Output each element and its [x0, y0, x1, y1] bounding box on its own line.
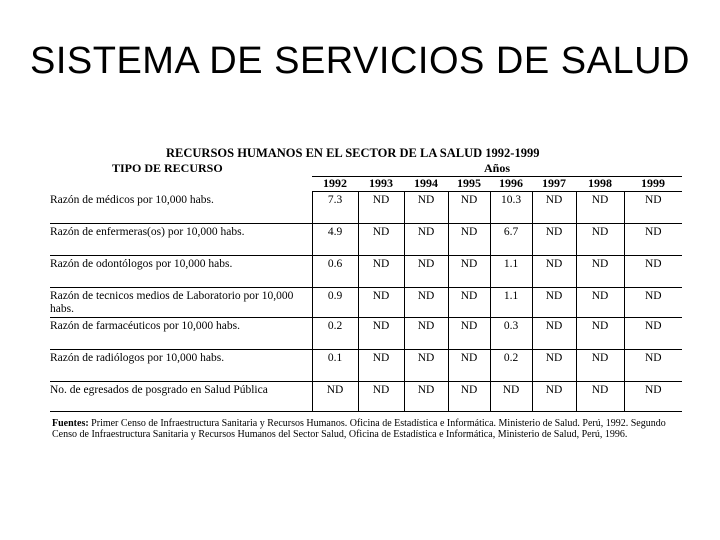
cell-value: ND — [532, 318, 576, 350]
table-row — [50, 382, 682, 412]
cell-value: ND — [576, 224, 624, 256]
footnote-prefix: Fuentes: — [52, 418, 89, 429]
cell-value: ND — [576, 288, 624, 318]
cell-value: ND — [448, 256, 490, 288]
cell-value: ND — [404, 350, 448, 382]
cell-value: ND — [532, 350, 576, 382]
table-row — [50, 350, 682, 382]
year-header: 1992 — [312, 177, 358, 192]
cell-value: 1.1 — [490, 288, 532, 318]
cell-value: ND — [624, 192, 682, 224]
cell-value: ND — [358, 350, 404, 382]
cell-value: ND — [448, 382, 490, 412]
cell-value: ND — [624, 256, 682, 288]
cell-value: 0.2 — [312, 318, 358, 350]
cell-value: ND — [624, 318, 682, 350]
cell-value: 0.3 — [490, 318, 532, 350]
cell-value: ND — [532, 288, 576, 318]
cell-value: 0.1 — [312, 350, 358, 382]
table-row — [50, 192, 682, 224]
type-header: TIPO DE RECURSO — [112, 161, 223, 175]
cell-value: ND — [532, 192, 576, 224]
cell-value: ND — [358, 256, 404, 288]
cell-value: ND — [404, 256, 448, 288]
row-label: Razón de radiólogos por 10,000 habs. — [50, 350, 312, 382]
cell-value: ND — [532, 224, 576, 256]
cell-value: 0.2 — [490, 350, 532, 382]
years-header: Años — [483, 161, 510, 176]
row-label: Razón de odontólogos por 10,000 habs. — [50, 256, 312, 288]
year-header: 1997 — [532, 177, 576, 192]
years-row — [50, 177, 682, 192]
year-header: 1993 — [358, 177, 404, 192]
row-label: Razón de tecnicos medios de Laboratorio por 10,000 habs. — [50, 288, 312, 318]
cell-value: ND — [404, 192, 448, 224]
cell-value: ND — [576, 318, 624, 350]
cell-value: ND — [448, 350, 490, 382]
year-header: 1995 — [448, 177, 490, 192]
cell-value: ND — [404, 382, 448, 412]
cell-value: ND — [358, 192, 404, 224]
cell-value: 10.3 — [490, 192, 532, 224]
table-row — [50, 256, 682, 288]
cell-value: 0.6 — [312, 256, 358, 288]
cell-value: 4.9 — [312, 224, 358, 256]
cell-value: ND — [532, 382, 576, 412]
cell-value: ND — [358, 318, 404, 350]
row-label: Razón de médicos por 10,000 habs. — [50, 192, 312, 224]
row-label: No. de egresados de posgrado en Salud Pública — [50, 382, 312, 412]
cell-value: ND — [624, 382, 682, 412]
cell-value: ND — [358, 382, 404, 412]
cell-value: 6.7 — [490, 224, 532, 256]
cell-value: ND — [576, 256, 624, 288]
footnote-text: Primer Censo de Infraestructura Sanitaria y Recursos Humanos. Oficina de Estadística e Informática. Ministerio de Salud. Perú, 1992. Segundo Censo de Infraestructura Sanitaria y Recursos Humanos del Sector Salud, Oficina de Estadística e Informática, Ministerio de Salud, Perú, 1996. — [52, 418, 666, 441]
table-title: RECURSOS HUMANOS EN EL SECTOR DE LA SALUD 1992-1999 — [166, 146, 540, 160]
cell-value: ND — [312, 382, 358, 412]
cell-value: ND — [576, 192, 624, 224]
footnote — [52, 418, 684, 440]
table-row — [50, 318, 682, 350]
cell-value: ND — [576, 382, 624, 412]
cell-value: ND — [624, 288, 682, 318]
cell-value: ND — [448, 192, 490, 224]
cell-value: ND — [448, 288, 490, 318]
row-label: Razón de farmacéuticos por 10,000 habs. — [50, 318, 312, 350]
slide-title: SISTEMA DE SERVICIOS DE SALUD — [30, 40, 690, 82]
cell-value: ND — [448, 318, 490, 350]
year-header: 1996 — [490, 177, 532, 192]
table-row — [50, 224, 682, 256]
year-header: 1998 — [576, 177, 624, 192]
cell-value: ND — [448, 224, 490, 256]
year-header: 1994 — [404, 177, 448, 192]
row-label: Razón de enfermeras(os) por 10,000 habs. — [50, 224, 312, 256]
cell-value: ND — [358, 224, 404, 256]
cell-value: ND — [490, 382, 532, 412]
cell-value: ND — [404, 318, 448, 350]
cell-value: 0.9 — [312, 288, 358, 318]
table-row — [50, 288, 682, 318]
year-header: 1999 — [624, 177, 682, 192]
cell-value: 1.1 — [490, 256, 532, 288]
cell-value: 7.3 — [312, 192, 358, 224]
cell-value: ND — [404, 224, 448, 256]
cell-value: ND — [532, 256, 576, 288]
cell-value: ND — [358, 288, 404, 318]
resources-table — [50, 162, 682, 412]
cell-value: ND — [624, 224, 682, 256]
cell-value: ND — [624, 350, 682, 382]
cell-value: ND — [404, 288, 448, 318]
cell-value: ND — [576, 350, 624, 382]
